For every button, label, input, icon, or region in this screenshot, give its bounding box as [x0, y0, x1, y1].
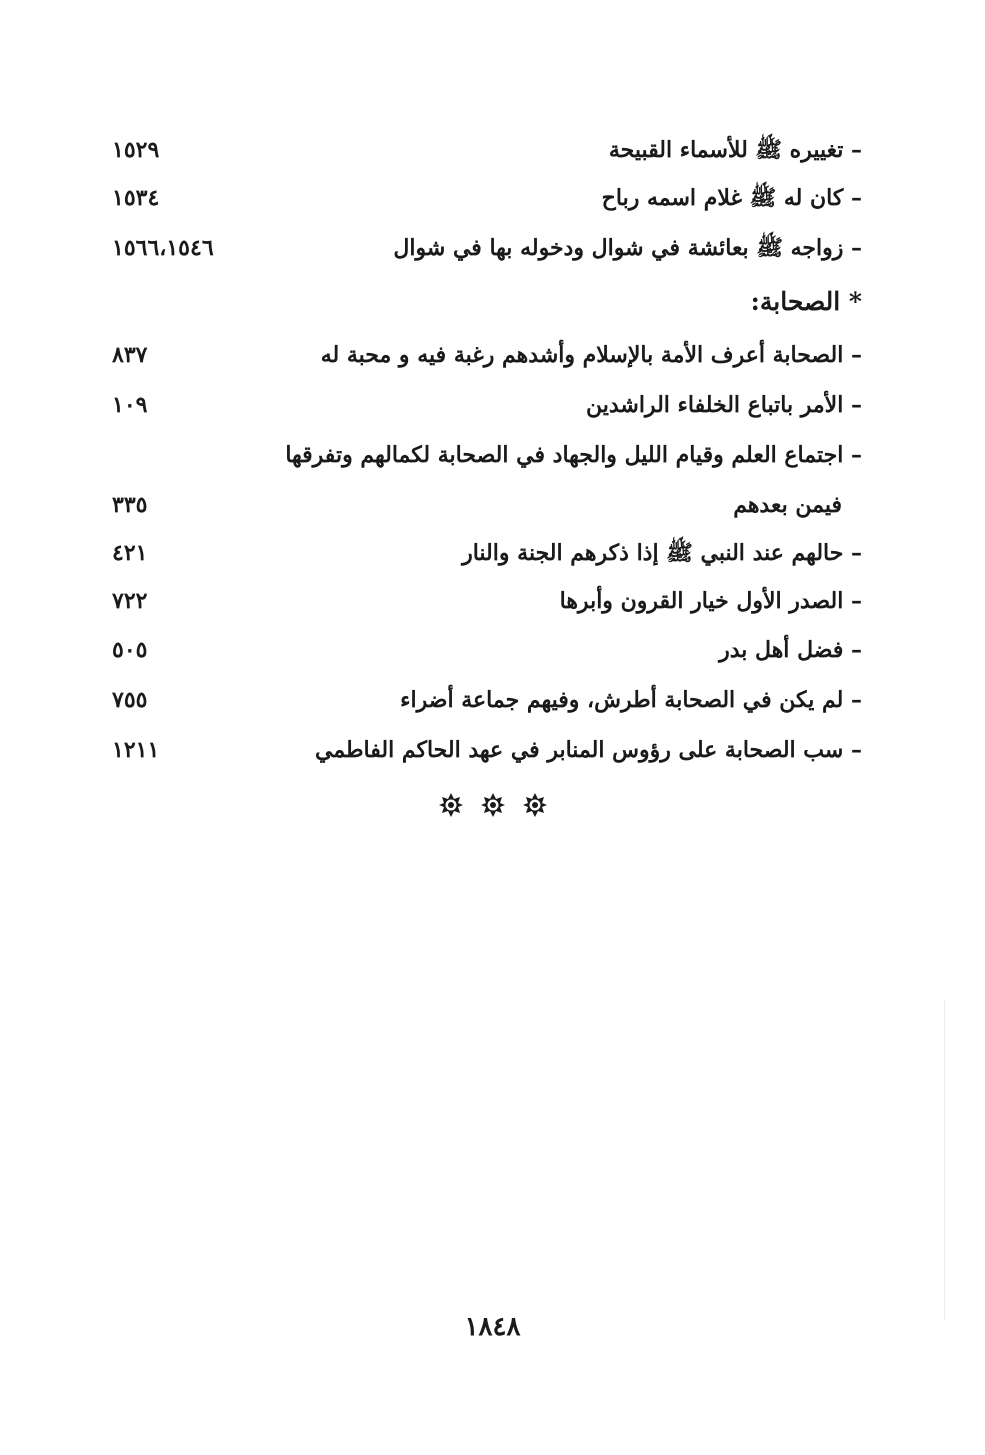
- entry-page-number: ٥٠٥: [112, 637, 148, 663]
- entry-page-number: ٣٣٥: [112, 492, 148, 518]
- entry-text: – كان له ﷺ غلام اسمه رباح: [601, 185, 862, 211]
- index-entry: [112, 385, 862, 425]
- index-entry: [112, 335, 862, 375]
- entry-text: – تغييره ﷺ للأسماء القبيحة: [608, 137, 862, 163]
- entry-text: – الصدر الأول خيار القرون وأبرها: [559, 588, 862, 614]
- section-heading: * الصحابة:: [750, 287, 862, 316]
- page-number: ١٨٤٨: [464, 1312, 521, 1342]
- entry-text: – اجتماع العلم وقيام الليل والجهاد في الصحابة لكمالهم وتفرقها: [285, 442, 862, 468]
- index-entry: [112, 178, 862, 218]
- entry-page-number: ٧٥٥: [112, 687, 148, 713]
- index-entry-continuation: [112, 485, 862, 525]
- entry-page-number: ١٢١١: [112, 737, 160, 763]
- index-entry: [112, 228, 862, 268]
- entry-page-number: ١٥٦٦،١٥٤٦: [112, 235, 214, 261]
- entry-text: – لم يكن في الصحابة أطرش، وفيهم جماعة أضراء: [400, 687, 862, 713]
- entry-text: – فضل أهل بدر: [719, 637, 862, 663]
- entry-text: – سب الصحابة على رؤوس المنابر في عهد الحاكم الفاطمي: [314, 737, 862, 763]
- entry-page-number: ٤٢١: [112, 540, 148, 566]
- index-entry: [112, 730, 862, 770]
- flower-ornament-icon: [438, 792, 464, 818]
- entry-text: – زواجه ﷺ بعائشة في شوال ودخوله بها في شوال: [393, 235, 862, 261]
- index-entry: [112, 130, 862, 170]
- flower-ornament-icon: [522, 792, 548, 818]
- index-entry: [112, 533, 862, 573]
- entry-text: فيمن بعدهم: [733, 492, 842, 518]
- entry-page-number: ٧٢٢: [112, 588, 148, 614]
- flower-ornament-icon: [480, 792, 506, 818]
- index-entry: [112, 435, 862, 475]
- entry-page-number: ١٠٩: [112, 392, 148, 418]
- entry-text: – الصحابة أعرف الأمة بالإسلام وأشدهم رغبة فيه و محبة له: [320, 342, 862, 368]
- entry-page-number: ٨٣٧: [112, 342, 148, 368]
- entry-text: – حالهم عند النبي ﷺ إذا ذكرهم الجنة والنار: [462, 540, 862, 566]
- section-end-ornaments: [438, 790, 548, 820]
- index-entry: [112, 581, 862, 621]
- scan-edge-line: [944, 1000, 945, 1320]
- index-entry: [112, 680, 862, 720]
- entry-page-number: ١٥٢٩: [112, 137, 160, 163]
- entry-page-number: ١٥٣٤: [112, 185, 160, 211]
- index-entry: [112, 630, 862, 670]
- entry-text: – الأمر باتباع الخلفاء الراشدين: [585, 392, 862, 418]
